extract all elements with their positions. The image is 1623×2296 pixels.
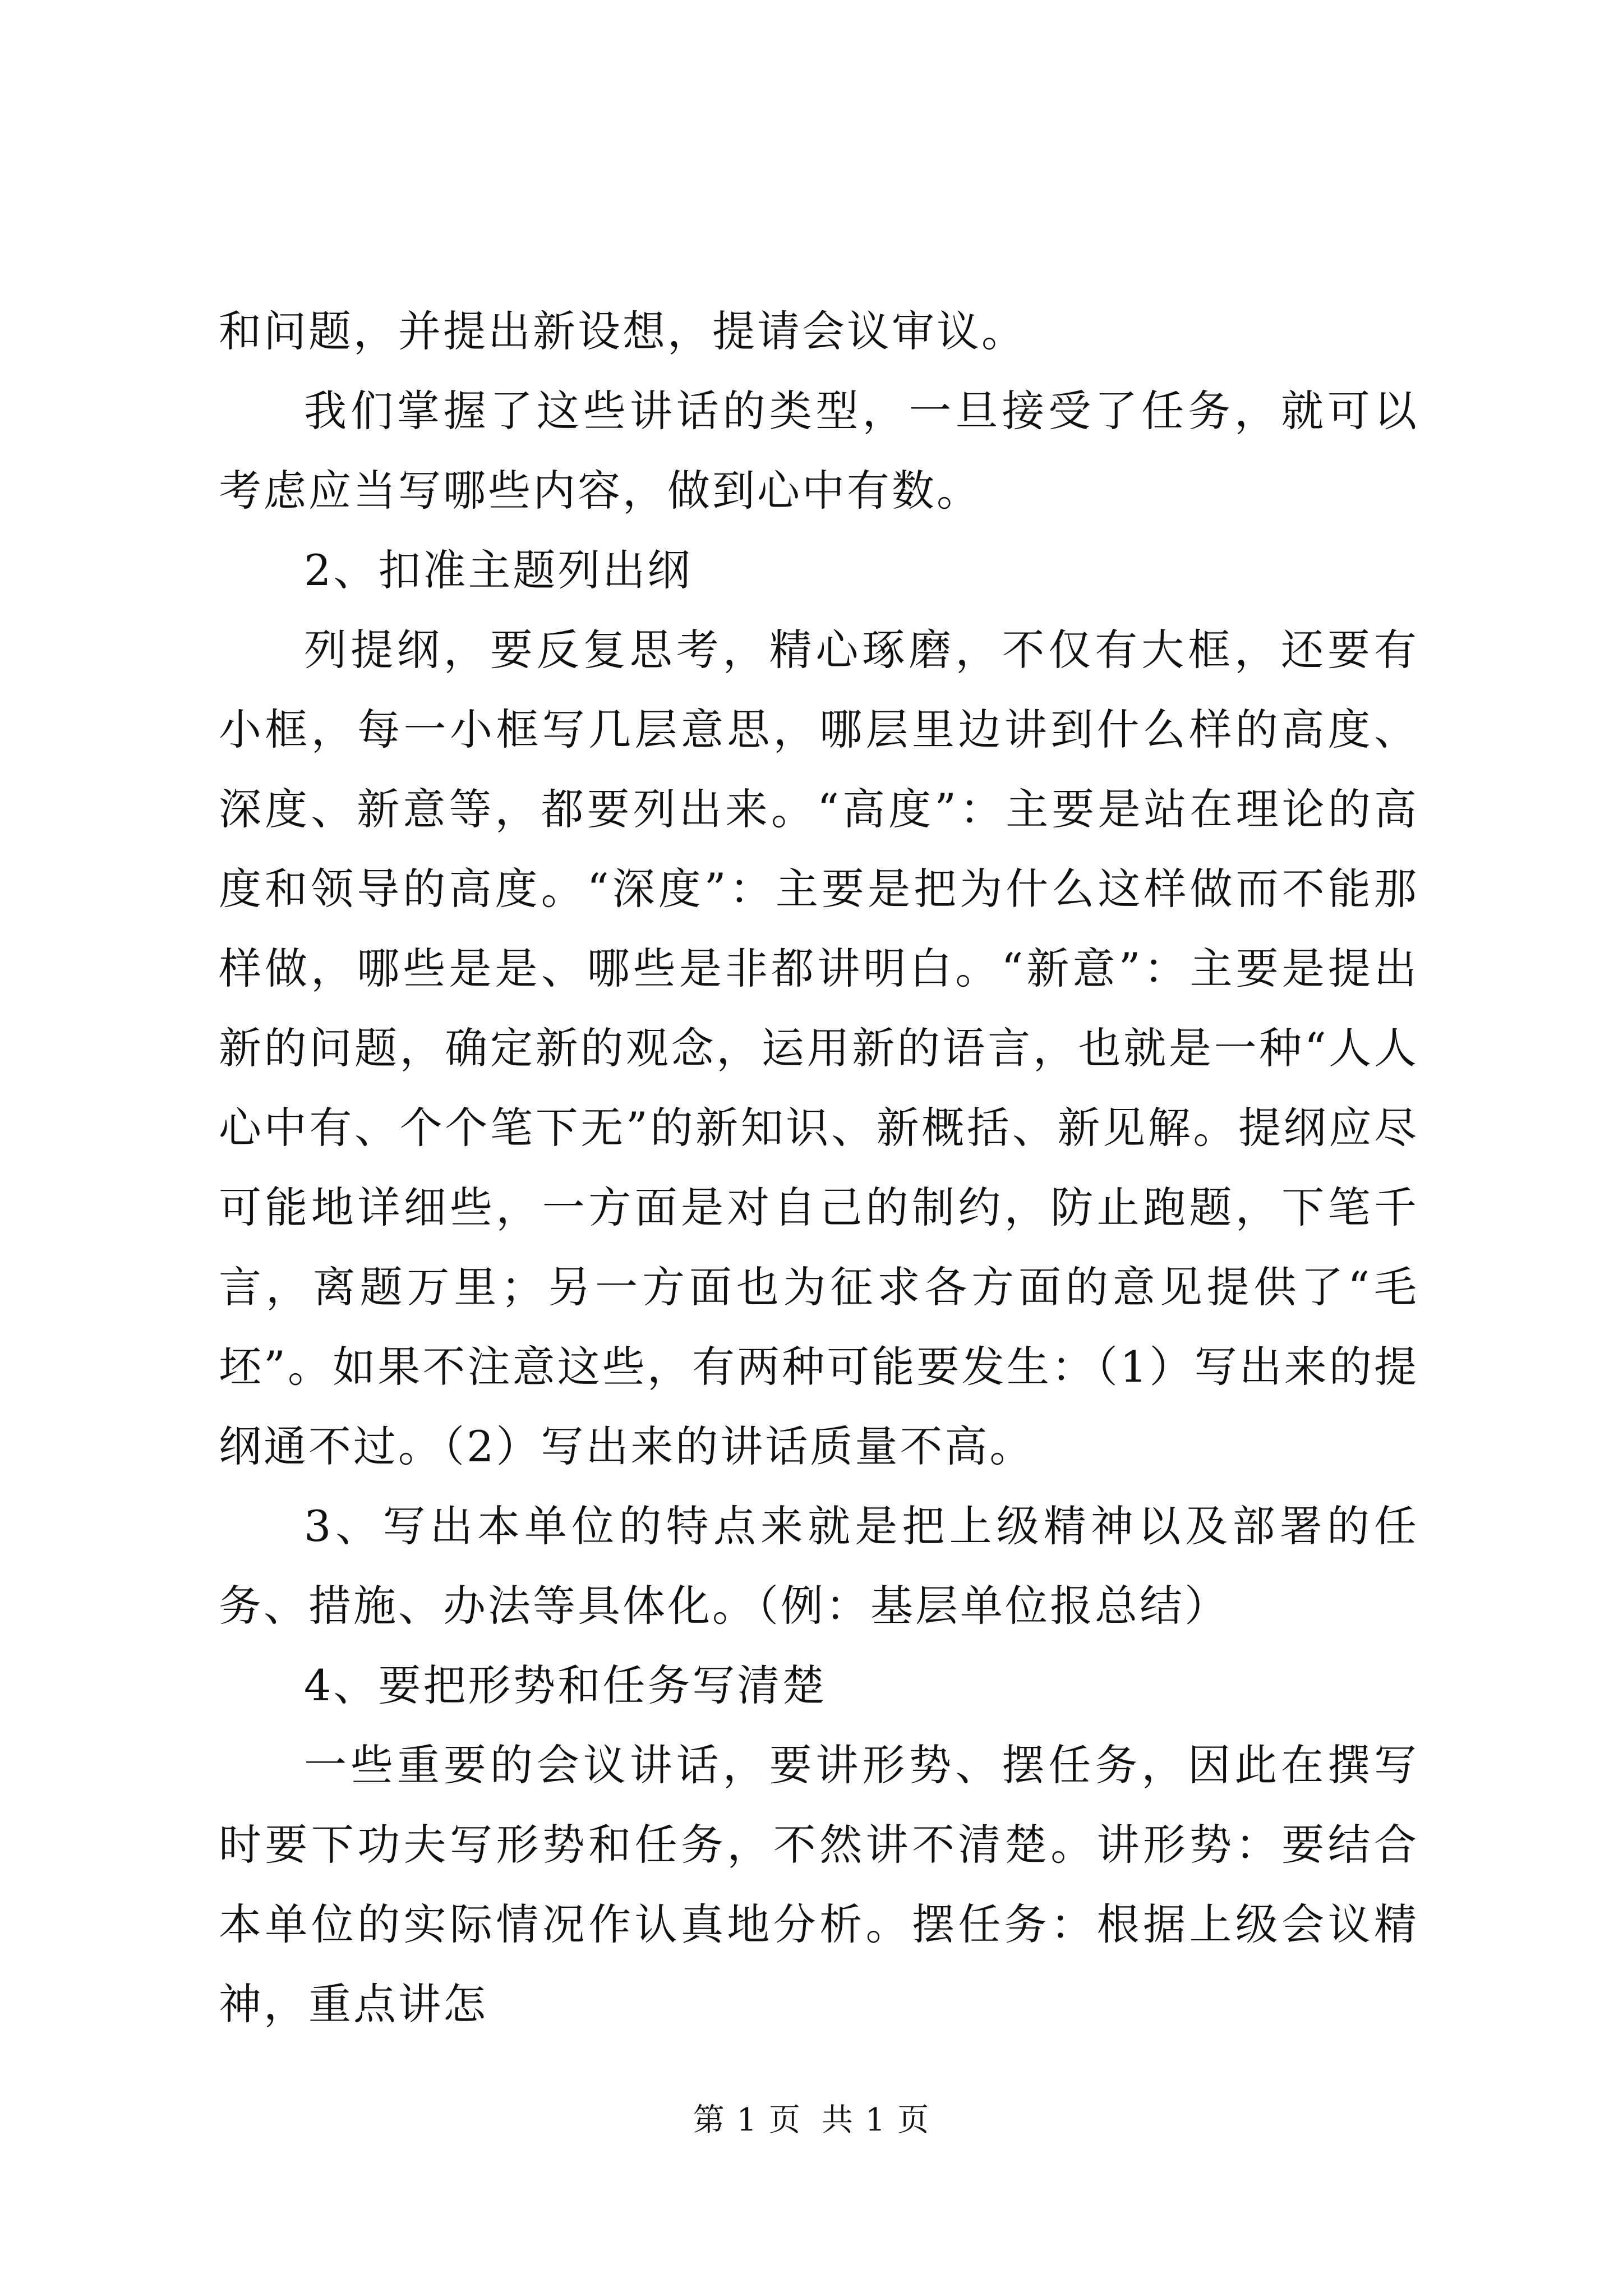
section-heading-3: 3、写出本单位的特点来就是把上级精神以及部署的任务、措施、办法等具体化。（例：基层单位报总结） bbox=[219, 1501, 1419, 1631]
paragraph-continuation: 和问题，并提出新设想，提请会议审议。 bbox=[219, 306, 1026, 356]
document-body bbox=[219, 292, 1419, 2044]
page-number: 第 1 页 bbox=[693, 2102, 801, 2138]
section-heading-2: 2、扣准主题列出纲 bbox=[304, 545, 693, 595]
page-footer bbox=[0, 2101, 1623, 2140]
page-total: 共 1 页 bbox=[822, 2102, 930, 2138]
paragraph-outline: 列提纲，要反复思考，精心琢磨，不仅有大框，还要有小框，每一小框写几层意思，哪层里边讲到什么样的高度、深度、新意等，都要列出来。“高度”：主要是站在理论的高度和领导的高度。“深度”：主要是把为什么这样做而不能那样做，哪些是是、哪些是非都讲明白。“新意”：主要是提出新的问题，确定新的观念，运用新的语言，也就是一种“人人心中有、个个笔下无”的新知识、新概括、新见解。提纲应尽可能地详细些，一方面是对自己的制约，防止跑题，下笔千言，离题万里；另一方面也为征求各方面的意见提供了“毛坯”。如果不注意这些，有两种可能要发生：（1）写出来的提纲通不过。（2）写出来的讲话质量不高。 bbox=[219, 625, 1419, 1471]
section-heading-4: 4、要把形势和任务写清楚 bbox=[304, 1660, 827, 1710]
paragraph-speech-types: 我们掌握了这些讲话的类型，一旦接受了任务，就可以考虑应当写哪些内容，做到心中有数。 bbox=[219, 386, 1419, 516]
paragraph-situation-tasks: 一些重要的会议讲话，要讲形势、摆任务，因此在撰写时要下功夫写形势和任务，不然讲不清楚。讲形势：要结合本单位的实际情况作认真地分析。摆任务：根据上级会议精神，重点讲怎 bbox=[219, 1740, 1419, 2029]
